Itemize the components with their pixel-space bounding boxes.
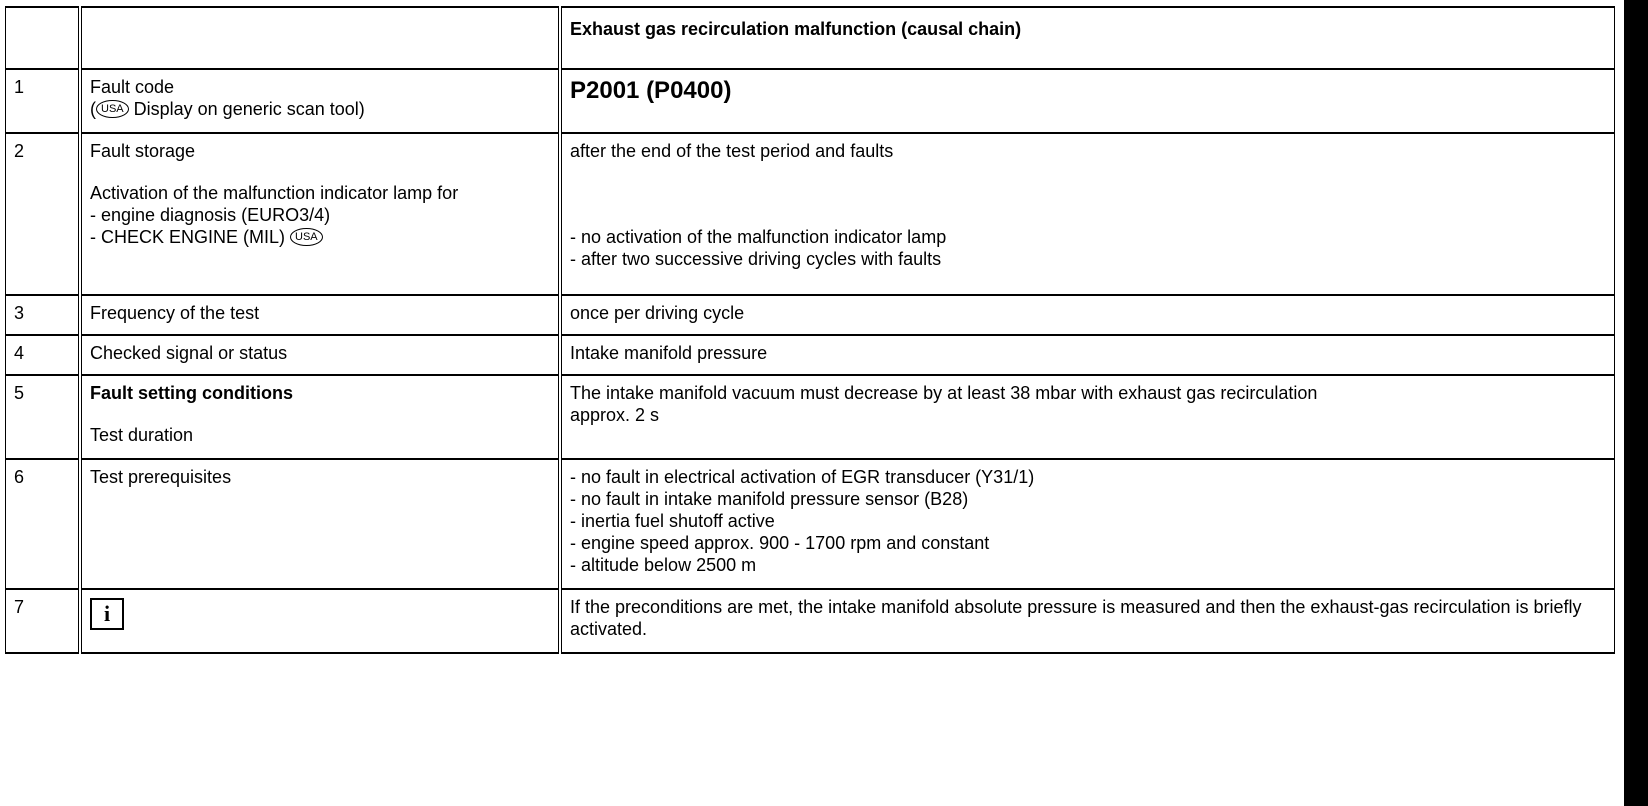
label-line	[90, 98, 550, 120]
diagnosis-table	[5, 6, 1615, 654]
row-number: 1	[6, 69, 81, 133]
row-label: Test prerequisites	[80, 459, 560, 589]
value-line: - no fault in intake manifold pressure sensor (B28)	[570, 489, 969, 509]
value-line: The intake manifold vacuum must decrease by at least 38 mbar with exhaust gas recirculation	[570, 383, 1318, 403]
usa-badge-icon: USA	[96, 100, 129, 118]
label-line: - engine diagnosis (EURO3/4)	[90, 205, 331, 225]
table-header-row	[6, 7, 1615, 69]
header-label-cell	[80, 7, 560, 69]
row-number: 4	[6, 335, 81, 375]
row-value: once per driving cycle	[560, 295, 1615, 335]
row-value	[560, 375, 1615, 459]
label-line	[90, 226, 550, 248]
usa-badge-icon: USA	[290, 228, 323, 246]
row-label: Frequency of the test	[80, 295, 560, 335]
row-number: 2	[6, 133, 81, 295]
label-prefix: (	[90, 99, 96, 119]
label-line: Fault code	[90, 77, 175, 97]
table-row	[6, 335, 1615, 375]
value-line: - no fault in electrical activation of EGR transducer (Y31/1)	[570, 467, 1035, 487]
label-text: Display on generic scan tool)	[133, 99, 365, 119]
table-row	[6, 589, 1615, 653]
table-row	[6, 69, 1615, 133]
value-line: approx. 2 s	[570, 405, 660, 425]
row-label	[80, 69, 560, 133]
value-line: - after two successive driving cycles with faults	[570, 249, 942, 269]
table-row	[6, 133, 1615, 295]
row-label	[80, 375, 560, 459]
label-line: Fault setting conditions	[90, 383, 293, 403]
row-number: 6	[6, 459, 81, 589]
row-label	[80, 133, 560, 295]
row-value: Intake manifold pressure	[560, 335, 1615, 375]
row-number: 7	[6, 589, 81, 653]
right-edge-bar	[1624, 0, 1648, 806]
label-line: Test duration	[90, 425, 194, 445]
label-line: Activation of the malfunction indicator lamp for	[90, 183, 459, 203]
row-label	[80, 589, 560, 653]
value-line: - no activation of the malfunction indicator lamp	[570, 227, 947, 247]
value-line: - altitude below 2500 m	[570, 555, 757, 575]
table-row	[6, 459, 1615, 589]
label-line: Fault storage	[90, 141, 196, 161]
header-num-cell	[6, 7, 81, 69]
info-icon: i	[90, 598, 124, 630]
row-number: 5	[6, 375, 81, 459]
value-line: after the end of the test period and faults	[570, 141, 894, 161]
label-text: - CHECK ENGINE (MIL)	[90, 227, 286, 247]
row-value: If the preconditions are met, the intake manifold absolute pressure is measured and then the exhaust-gas recirculation is briefly activated.	[560, 589, 1615, 653]
table-row	[6, 295, 1615, 335]
header-title: Exhaust gas recirculation malfunction (causal chain)	[560, 7, 1615, 69]
value-line: - inertia fuel shutoff active	[570, 511, 775, 531]
table-row	[6, 375, 1615, 459]
row-value	[560, 133, 1615, 295]
row-label: Checked signal or status	[80, 335, 560, 375]
row-value	[560, 459, 1615, 589]
row-number: 3	[6, 295, 81, 335]
fault-code: P2001 (P0400)	[570, 77, 732, 104]
row-value	[560, 69, 1615, 133]
value-line: - engine speed approx. 900 - 1700 rpm and constant	[570, 533, 990, 553]
